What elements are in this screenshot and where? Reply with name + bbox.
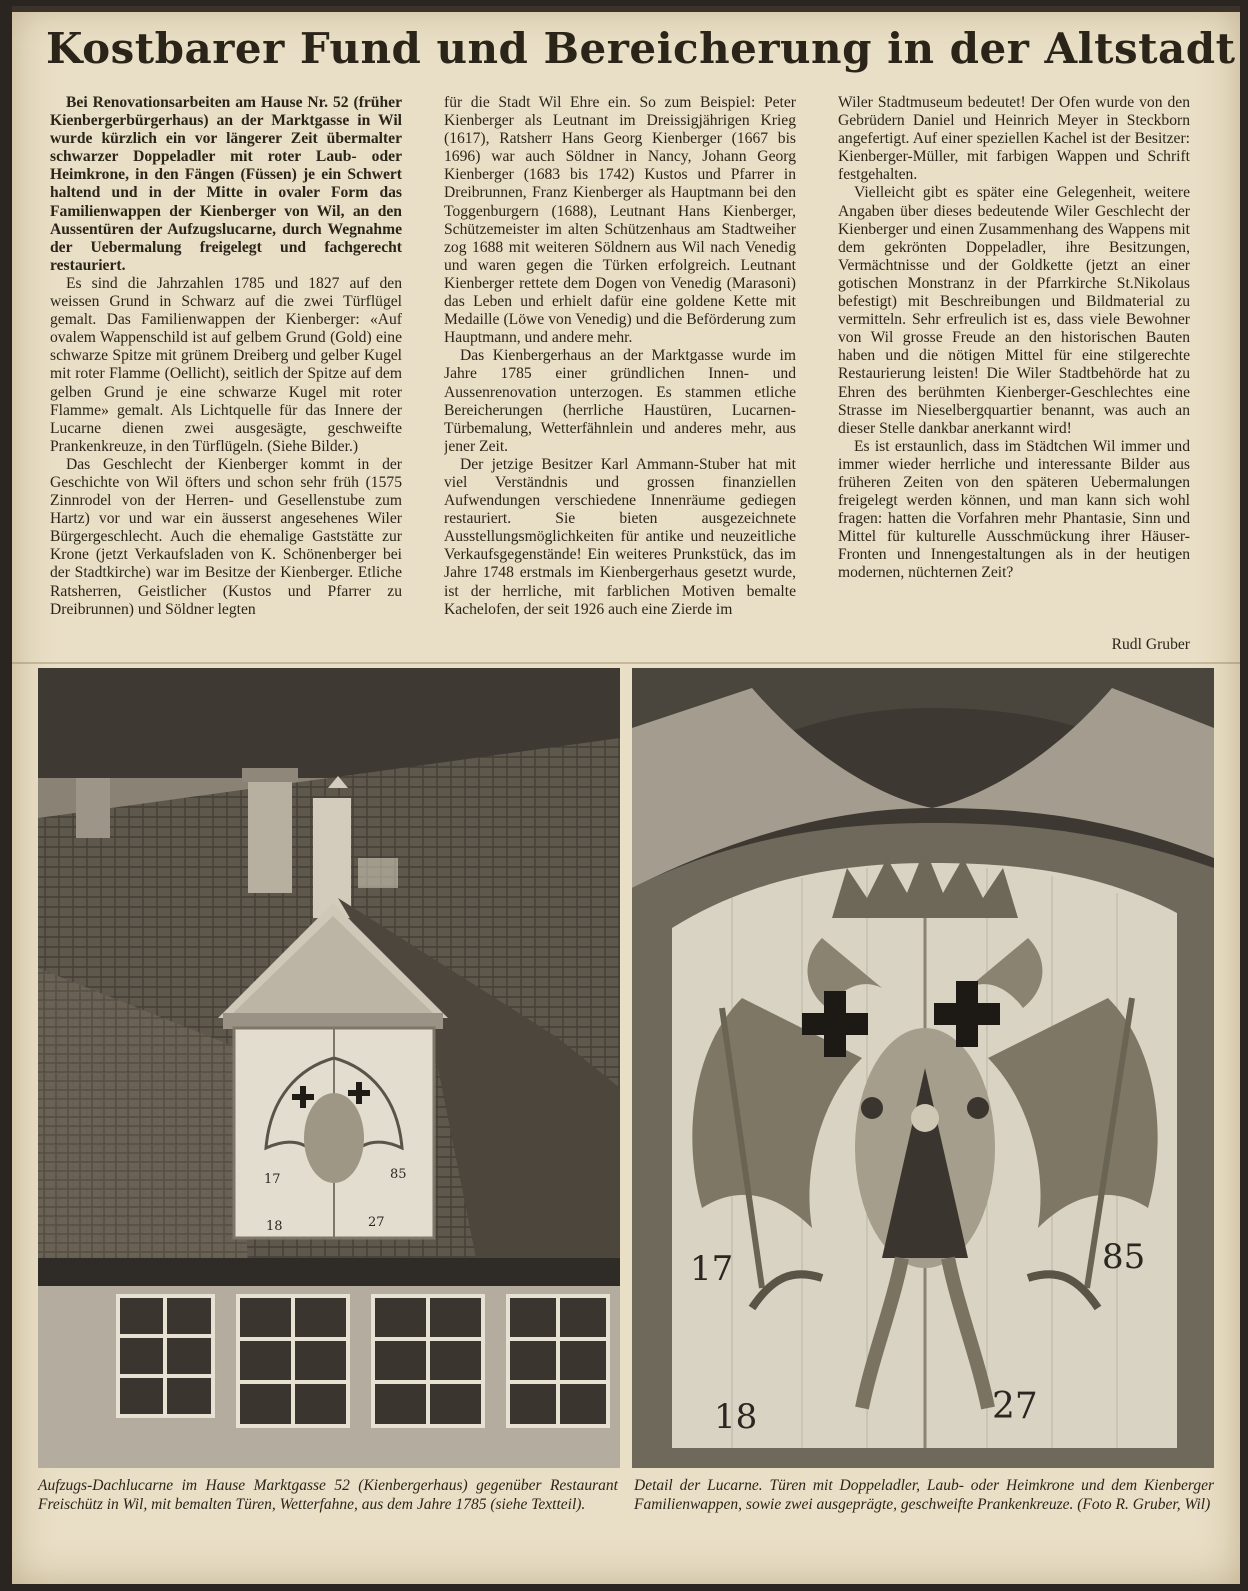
year-27-small: 27 <box>368 1215 385 1230</box>
paragraph: Der jetzige Besitzer Karl Ammann-Stuber hat mit viel Verständnis und grossen finanziellen Aufwendungen verschiedene Innenräume gediegen restauriert. Sie bieten ausgezeichnete Ausstellungsmöglichkeiten für antike und neuzeitliche Verkaufsgegenstände! Ein weiteres Prunkstück, das im Jahre 1748 erstmals im Kienbergerhaus gesetzt wurde, ist der herrliche, mit farblichen Motiven bemalte Kachelofen, der seit 1926 auch eine Zierde im <box>444 455 796 618</box>
paragraph: Es ist erstaunlich, dass im Städtchen Wil immer und immer wieder herrliche und interessante Bilder aus früheren Zeiten von den späteren Uebermalungen freigelegt werden können, und man kann sich wohl fragen: hatten die Vorfahren mehr Phantasie, Sinn und Mittel für kulturelle Ausschmückung ihrer Häuser-Fronten und Innengestaltungen als in der heutigen modernen, nüchternen Zeit? <box>838 437 1190 582</box>
door-detail-illustration <box>632 668 1214 1468</box>
paragraph: Wiler Stadtmuseum bedeutet! Der Ofen wurde von den Gebrüdern Daniel und Heinrich Meyer in Steckborn angefertigt. Auf einer speziellen Kachel ist der Besitzer: Kienberger-Müller, mit farbigen Wappen und Schrift festgehalten. <box>838 94 1190 184</box>
year-18-small: 18 <box>266 1219 283 1234</box>
paragraph: Es sind die Jahrzahlen 1785 und 1827 auf den weissen Grund in Schwarz auf die zwei Türflügel gemalt. Das Familienwappen der Kienberger: «Auf ovalem Wappenschild ist auf gelbem Grund (Gold) eine schwarze Spitze mit grünem Dreiberg und gelber Kugel mit roter Flamme (Oellicht), seitlich der Spitze auf dem gelben Grund je eine schwarze Kugel mit roter Flamme» gemalt. Als Lichtquelle für das Innere der Lucarne dienen zwei ausgesägte, geschweifte Prankenkreuze, in den Türflügeln. (Siehe Bilder.) <box>50 274 402 455</box>
year-17-small: 17 <box>264 1172 281 1187</box>
photo-dormer-roof <box>38 668 620 1468</box>
text-column-3 <box>838 94 1190 650</box>
year-17-large: 17 <box>690 1249 734 1289</box>
paragraph: Das Kienbergerhaus an der Marktgasse wurde im Jahre 1785 einer gründlichen Innen- und Aussenrenovation unterzogen. Es stammen etliche Bereicherungen (herrliche Haustüren, Lucarnen-Türbemalung, Wetterfähnlein und anderes mehr, aus jener Zeit. <box>444 347 796 455</box>
author-signature: Rudl Gruber <box>1111 636 1190 653</box>
top-edge <box>12 6 1240 12</box>
fold-line <box>12 662 1240 664</box>
paragraph: für die Stadt Wil Ehre ein. So zum Beispiel: Peter Kienberger als Leutnant im Dreissigjährigen Krieg (1617), Ratsherr Hans Georg Kienberger (1667 bis 1696) war auch Söldner in Nancy, Johann Georg Kienberger (1683 bis 1742) Kustos und Pfarrer in Dreibrunnen, Franz Kienberger als Hauptmann bei den Toggenburgern (1688), Leutnant Hans Kienberger, Schützemeister im alten Schützenhaus am Stadtweiher zog 1688 mit weiteren Söldnern aus Wil nach Venedig und waren gegen die Türken erfolgreich. Leutnant Kienberger rettete dem Dogen von Venedig (Marasoni) das Leben und erhielt dafür eine goldene Kette mit Medaille (Löwe von Venedig) und die Beförderung zum Hauptmann, und andere mehr. <box>444 94 796 347</box>
year-18-large: 18 <box>714 1397 758 1437</box>
lead-paragraph: Bei Renovationsarbeiten am Hause Nr. 52 (früher Kienbergerbürgerhaus) an der Marktgasse in Wil wurde kürzlich ein vor längerer Zeit übermalter schwarzer Doppeladler mit roter Laub- oder Heimkrone, in den Fängen (Füssen) je ein Schwert haltend und in der Mitte in ovaler Form das Familienwappen der Kienberger von Wil, an den Aussentüren der Aufzugslucarne, durch Wegnahme der Uebermalung freigelegt und fachgerecht restauriert. <box>50 94 402 274</box>
newspaper-clipping <box>12 6 1240 1584</box>
headline: Kostbarer Fund und Bereicherung in der Altstadt <box>46 24 1236 73</box>
photo-door-detail <box>632 668 1214 1468</box>
text-column-1 <box>50 94 402 650</box>
year-27-large: 27 <box>992 1386 1038 1427</box>
text-column-2 <box>444 94 796 650</box>
paragraph: Das Geschlecht der Kienberger kommt in der Geschichte von Wil öfters und schon sehr früh (1575 Zinnrodel von der Herren- und Gesellenstube zum Hartz) vor und war ein äusserst angesehenes Wiler Bürgergeschlecht. Auch die ehemalige Gaststätte zur Krone (jetzt Verkaufsladen von K. Schönenberger bei der Stadtkirche) war im Besitze der Kienberger. Etliche Ratsherren, Geistlicher (Kustos und Pfarrer zu Dreibrunnen) und Söldner legten <box>50 455 402 618</box>
paragraph: Vielleicht gibt es später eine Gelegenheit, weitere Angaben über dieses bedeutende Wiler Geschlecht der Kienberger und einen Zusammenhang des Wappens mit dem gekrönten Doppeladler, ihre Besitzungen, Vermächtnisse und der Goldkette (jetzt an einer gotischen Monstranz in der Pfarrkirche St.Nikolaus befestigt) mit Beschreibungen und Bildmaterial zu vermitteln. Sehr erfreulich ist es, dass viele Bewohner von Wil grosse Freude an den historischen Bauten haben und die nötigen Mittel für eine stilgerechte Restaurierung leisten! Die Wiler Stadtbehörde hat zu Ehren des berühmten Kienberger-Geschlechtes eine Strasse im Nieselbergquartier benannt, was auch an dieser Stelle dankbar anerkannt wird! <box>838 184 1190 437</box>
year-85-large: 85 <box>1102 1237 1146 1277</box>
dormer-roof-illustration <box>38 668 620 1468</box>
year-85-small: 85 <box>390 1167 407 1182</box>
caption-left: Aufzugs-Dachlucarne im Hause Marktgasse 52 (Kienbergerhaus) gegenüber Restaurant Freischütz in Wil, mit bemalten Türen, Wetterfahne, aus dem Jahre 1785 (siehe Textteil). <box>38 1477 618 1513</box>
caption-right: Detail der Lucarne. Türen mit Doppeladler, Laub- oder Heimkrone und dem Kienberger Familienwappen, sowie zwei ausgeprägte, geschweifte Prankenkreuze. (Foto R. Gruber, Wil) <box>634 1477 1214 1513</box>
